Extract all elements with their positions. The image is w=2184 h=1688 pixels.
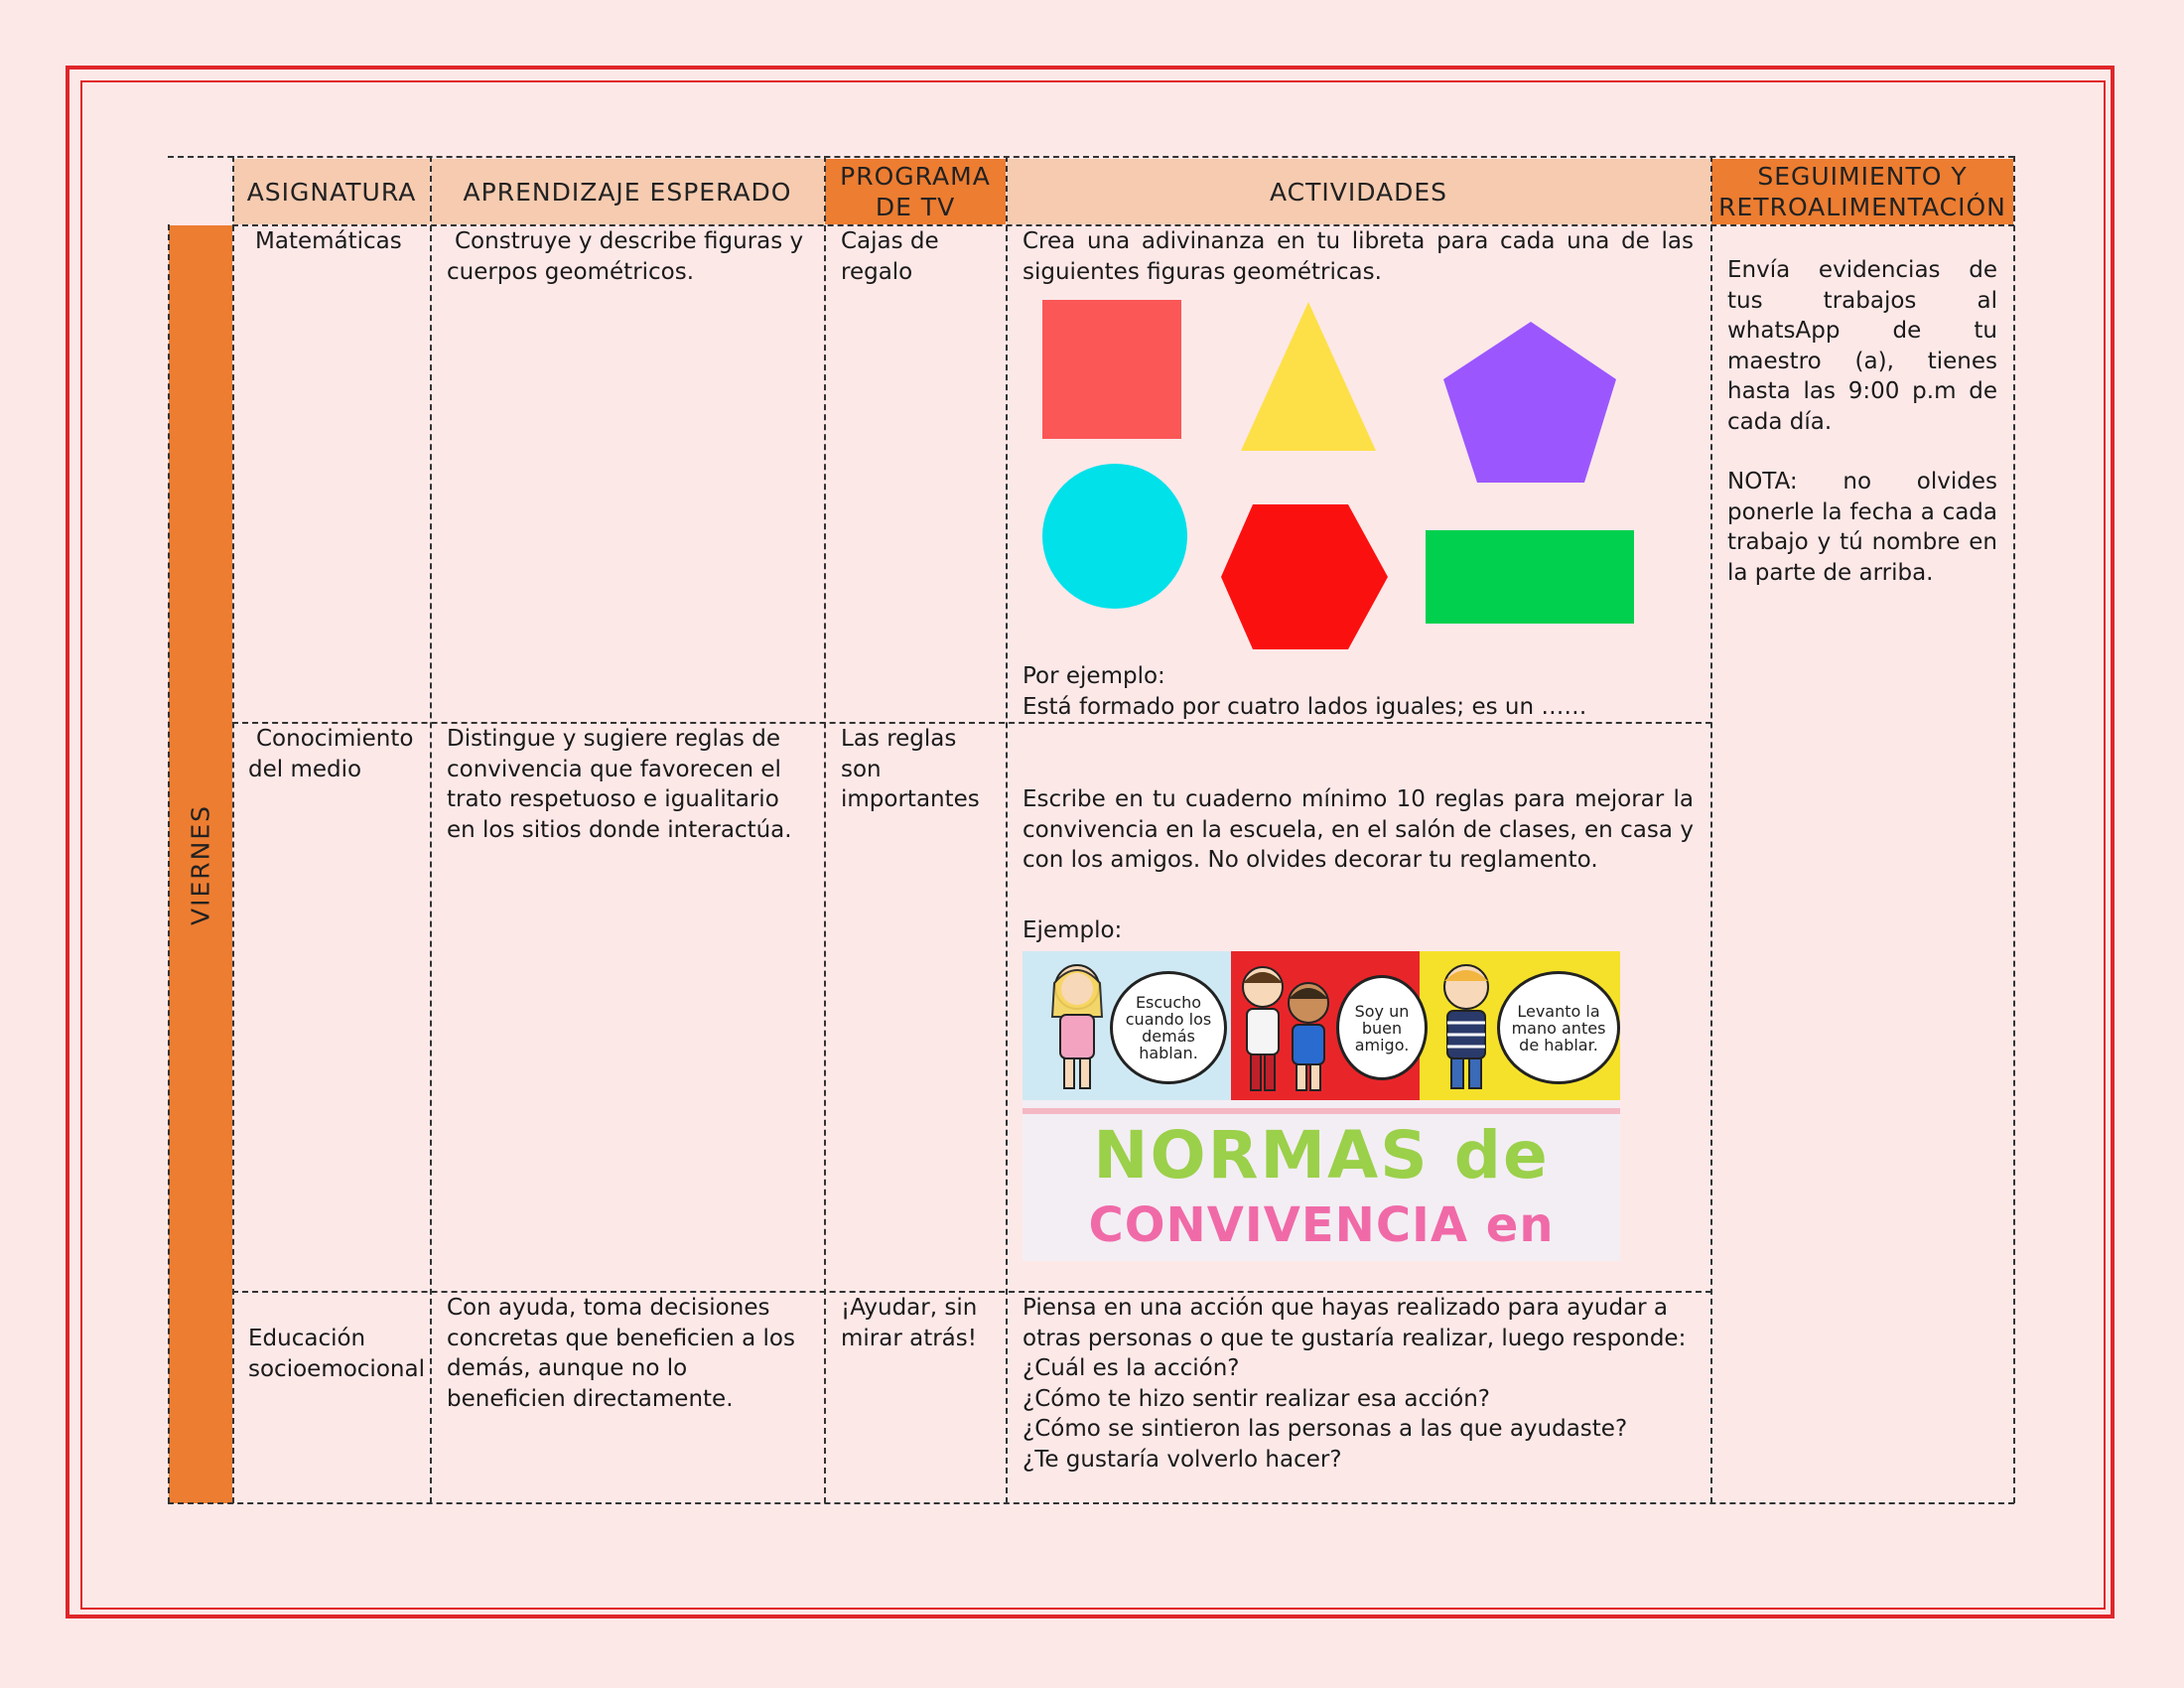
- banner-title-line1: NORMAS de: [1093, 1117, 1550, 1194]
- bubble-amigo: [1336, 975, 1428, 1080]
- square-shape: [1042, 300, 1181, 439]
- row3-aprendizaje: [433, 1293, 822, 1414]
- row1-actividad-text: Crea una adivinanza en tu libreta para cada una de las siguientes figuras geométricas.: [1023, 228, 1694, 285]
- grid-line: [1710, 156, 1712, 1503]
- row2-actividad: [1009, 784, 1707, 876]
- header-actividades: [1007, 159, 1710, 224]
- row1-ejemplo-text: Está formado por cuatro lados iguales; es un ……: [1023, 693, 1587, 720]
- row2-ejemplo: [1009, 915, 1707, 946]
- header-programa: [825, 159, 1006, 224]
- seguimiento-text: Envía evidencias de tus trabajos al whatsApp de tu maestro (a), tienes hasta las 9:00 p.m de cada día.: [1727, 257, 1997, 435]
- row3-actividad-line: Piensa en una acción que hayas realizado para ayudar a otras personas o que te gustaría realizar, luego responde:: [1023, 1295, 1687, 1351]
- grid-line: [168, 156, 2014, 158]
- row1-actividad: [1009, 226, 1707, 287]
- row2-aprendizaje-text: Distingue y sugiere reglas de convivencia que favorecen el trato respetuoso e igualitario en los sitios donde interactúa.: [447, 726, 792, 843]
- day-column: [169, 225, 232, 1503]
- row3-actividad: [1009, 1293, 1707, 1475]
- row3-aprendizaje-text: Con ayuda, toma decisiones concretas que beneficien a los demás, aunque no lo beneficien directamente.: [447, 1295, 795, 1412]
- header-seguimiento-text: SEGUIMIENTO Y RETROALIMENTACIÓN: [1718, 162, 2006, 221]
- header-seguimiento: [1711, 159, 2013, 224]
- header-actividades-text: ACTIVIDADES: [1269, 177, 1448, 207]
- row3-programa-text: ¡Ayudar, sin mirar atrás!: [841, 1295, 978, 1351]
- row3-programa: [827, 1293, 1004, 1353]
- row1-programa: [827, 226, 1004, 287]
- bubble-escucho: [1110, 971, 1227, 1084]
- banner-divider: [1023, 1108, 1620, 1114]
- header-aprendizaje: [431, 159, 824, 224]
- row3-actividad-line: ¿Cómo te hizo sentir realizar esa acción?: [1023, 1385, 1490, 1412]
- day-label: VIERNES: [186, 803, 215, 925]
- row3-actividad-line: ¿Cómo se sintieron las personas a las que ayudaste?: [1023, 1416, 1628, 1442]
- seguimiento-nota: NOTA: no olvides ponerle la fecha a cada trabajo y tú nombre en la parte de arriba.: [1727, 469, 1997, 586]
- row1-ejemplo-label: Por ejemplo:: [1023, 663, 1165, 689]
- row2-actividad-text: Escribe en tu cuaderno mínimo 10 reglas para mejorar la convivencia en la escuela, en el salón de clases, en casa y con los amigos. No olvides decorar tu reglamento.: [1023, 786, 1694, 873]
- row3-asignatura: [234, 1324, 429, 1384]
- row2-programa-text: Las reglas son importantes: [841, 726, 980, 812]
- header-asignatura-text: ASIGNATURA: [246, 177, 417, 207]
- kid-boy-illustration: [1432, 957, 1501, 1096]
- bubble-levanto: [1497, 971, 1620, 1084]
- row2-programa: [827, 724, 980, 815]
- row1-asignatura-text: Matemáticas: [255, 228, 402, 254]
- hexagon-shape: [1221, 504, 1388, 649]
- kid-girl-illustration: [1042, 957, 1112, 1096]
- grid-line: [2013, 156, 2015, 1503]
- grid-line: [824, 156, 826, 1503]
- row1-aprendizaje-text: Construye y describe figuras y cuerpos geométricos.: [447, 228, 804, 285]
- bubble-levanto-text: Levanto la mano antes de hablar.: [1511, 1001, 1606, 1055]
- row3-asignatura-text: Educación socioemocional: [248, 1326, 425, 1382]
- row1-aprendizaje: [433, 226, 822, 287]
- row1-programa-text: Cajas de regalo: [841, 228, 939, 285]
- row2-asignatura: [234, 724, 429, 784]
- row2-ejemplo-label: Ejemplo:: [1023, 917, 1123, 943]
- grid-line: [168, 224, 170, 1503]
- circle-shape: [1042, 464, 1187, 609]
- row3-actividad-line: ¿Te gustaría volverlo hacer?: [1023, 1446, 1342, 1473]
- banner-title-line2: CONVIVENCIA en: [1088, 1197, 1555, 1253]
- kids-friends-illustration: [1235, 959, 1338, 1098]
- header-asignatura: [233, 159, 430, 224]
- row2-asignatura-text: Conocimiento del medio: [248, 726, 414, 782]
- row3-actividad-line: ¿Cuál es la acción?: [1023, 1355, 1240, 1381]
- grid-line: [1006, 156, 1008, 1503]
- bubble-amigo-text: Soy un buen amigo.: [1354, 1001, 1410, 1055]
- row1-asignatura: [243, 226, 422, 257]
- triangle-shape: [1241, 302, 1376, 451]
- grid-line: [232, 156, 234, 1503]
- grid-line: [430, 156, 432, 1503]
- seguimiento-cell: [1713, 255, 2011, 588]
- grid-line: [168, 1502, 2014, 1504]
- rectangle-shape: [1426, 530, 1634, 624]
- shapes-figure: [1032, 288, 1648, 665]
- row2-aprendizaje: [433, 724, 822, 845]
- row1-ejemplo: [1009, 661, 1707, 722]
- pentagon-shape: [1443, 322, 1616, 483]
- header-aprendizaje-text: APRENDIZAJE ESPERADO: [463, 177, 792, 207]
- header-programa-text: PROGRAMA DE TV: [840, 162, 991, 221]
- normas-banner: [1023, 951, 1620, 1261]
- bubble-escucho-text: Escucho cuando los demás hablan.: [1125, 993, 1212, 1062]
